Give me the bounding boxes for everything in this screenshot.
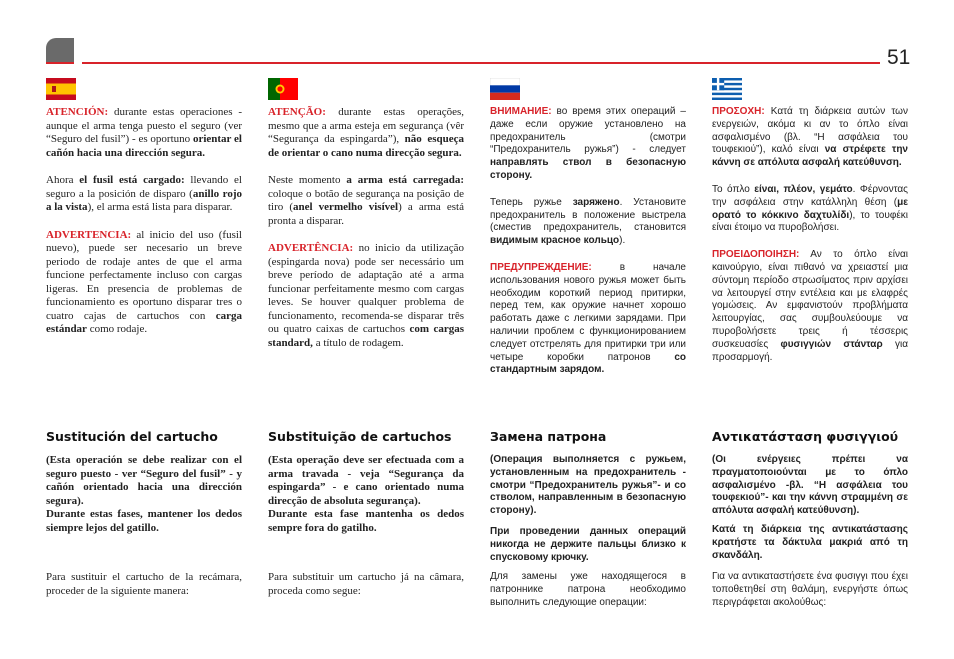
section-heading-greek: Αντικατάσταση φυσιγγιού <box>712 429 899 444</box>
instructions-intro-russian <box>490 571 686 623</box>
atencion-paragraph: ВНИМАНИЕ: во время этих операций – даже если оружие установлено на предохранитель (смотри “Предохранитель ружья”) - следует направлять ствол в безопасную сторону. <box>490 106 686 181</box>
column-portuguese <box>268 78 464 364</box>
column-spanish <box>46 78 242 351</box>
loaded-paragraph: Теперь ружье заряжено. Установите предохранитель в положение выстрела (сместив предохранитель, становится видимым красное кольцо). <box>490 196 687 247</box>
intro-text: Para substituir um cartucho já na câmara, proceda como segue: <box>268 571 464 597</box>
section-heading-spanish: Sustitución del cartucho <box>46 429 218 444</box>
header-rule <box>82 62 880 64</box>
loaded-paragraph: Το όπλο είναι, πλέον, γεμάτο. Φέρνοντας την ασφάλεια στην κατάλληλη θέση (με ορατό το κόκκινο δαχτυλίδι), το τουφέκι είναι έτοιμο να πυροβολήσει. <box>712 183 908 234</box>
section-heading-portuguese: Substituição de cartuchos <box>268 429 452 444</box>
trigger-warning: Durante estas fases, mantener los dedos siempre lejos del gatillo. <box>46 508 242 534</box>
instructions-intro-portuguese <box>268 571 464 612</box>
instructions-intro-spanish <box>46 571 242 612</box>
intro-text: Para sustituir el cartucho de la recámara, proceder de la siguiente manera: <box>46 571 242 597</box>
safety-box-spanish <box>46 454 242 535</box>
instructions-intro-greek <box>712 571 908 623</box>
loaded-paragraph: Neste momento a arma está carregada: coloque o botão de segurança na posição de tiro (anel vermelho visível) a arma está pronta a disparar. <box>268 174 464 227</box>
safety-box-greek <box>712 454 908 562</box>
safety-box-portuguese <box>268 454 464 535</box>
greece-flag-icon <box>712 78 742 100</box>
safety-note: (Οι ενέργειες πρέπει να πραγματοποιούνται με το όπλο ασφαλισμένο -βλ. “Η ασφάλεια του τουφεκιού”- και την κάννη στραμμένη σε απόλυτα ασφαλή κατεύθυνση). <box>712 454 908 517</box>
safety-box-russian <box>490 454 686 564</box>
safety-note: (Esta operação deve ser efectuada com a arma travada - veja “Segurança da espingarda” - e cano orientado numa direcção de absoluta segurança). <box>268 454 464 507</box>
russia-flag-icon <box>490 78 520 100</box>
advertencia-paragraph: ADVERTENCIA: al inicio del uso (fusil nuevo), puede ser necesario un breve periodo de rodaje antes de que el arma funcione perfectamente incluso con cargas ligeras. En presencia de problemas de funcionamiento es oportuno disparar tres o cuatro cajas de cartuchos con carga estándar como rodaje. <box>46 228 242 335</box>
advertencia-paragraph: ПРЕДУПРЕЖДЕНИЕ: в начале использования нового ружья может быть необходим короткий период притирки, перед тем, как оружие начнет хорошо работать даже с легкими зарядами. При наличии проблем с функционированием следует отстрелять для притирки три или четыре коробки патронов со стандартным зарядом. <box>490 261 686 376</box>
trigger-warning: При проведении данных операций никогда не держите пальцы близко к спусковому крючку. <box>490 525 686 563</box>
header-rule-left <box>46 62 74 64</box>
trigger-warning: Κατά τη διάρκεια της αντικατάστασης κρατήστε τα δάκτυλα μακριά από τη σκανδάλη. <box>712 523 908 561</box>
advertencia-paragraph: ΠΡΟΕΙΔΟΠΟΙΗΣΗ: Αν το όπλο είναι καινούργιο, είναι πιθανό να χρειαστεί μια σύντομη περίοδο στρωσίματος πριν αρχίσει να λειτουργεί στην εντέλεια και με ελαφρές γομώσεις. Αν εμφανιστούν προβλήματα λειτουργίας, σας συμβουλεύουμε να πυροβολήσετε τρεις ή τέσσερις συσκευασίες φυσιγγιών στάνταρ για προσαρμογή. <box>712 249 908 363</box>
spain-flag-icon <box>46 78 76 100</box>
atencion-paragraph: ATENCIÓN: durante estas operaciones - aunque el arma tenga puesto el seguro (ver “Seguro del fusil”) - es oportuno orientar el cañón hacia una dirección segura. <box>46 106 242 159</box>
column-greek <box>712 78 908 378</box>
intro-text: Για να αντικαταστήσετε ένα φυσιγγι που έχει τοποθετηθεί στη θαλάμη, ενεργήστε όπως περιγράφεται ακολούθως: <box>712 571 908 608</box>
section-heading-russian: Замена патрона <box>490 429 607 444</box>
atencion-paragraph: ΠΡΟΣΟΧΗ: Κατά τη διάρκεια αυτών των ενεργειών, ακόμα κι αν το όπλο είναι ασφαλισμένο (βλ. “Η ασφάλεια του τουφεκιού”), καλό είναι να στρέφετε την κάννη σε απόλυτα ασφαλή κατεύθυνση. <box>712 106 908 169</box>
advertencia-paragraph: ADVERTÊNCIA: no inicio da utilização (espingarda nova) pode ser necessário um breve período de adaptação até a arma funcionar perfeitamente mesmo com cargas leves. Se houver qualquer problema de funcionamento, recomenda-se disparar três ou quatro caixas de cartuchos com cargas standard, a título de rodagem. <box>268 242 464 349</box>
brand-logo <box>46 38 74 64</box>
atencion-paragraph: ATENÇÃO: durante estas operações, mesmo que a arma esteja em segurança (vêr “Segurança da espingarda”), não esqueça de orientar o cano numa direcção segura. <box>268 106 464 159</box>
safety-note: (Операция выполняется с ружьем, установленным на предохранитель - смотри “Предохранитель ружья”- и со стволом, направленным в безопасную сторону). <box>490 454 686 517</box>
portugal-flag-icon <box>268 78 298 100</box>
loaded-paragraph: Ahora el fusil está cargado: llevando el seguro a la posición de disparo (anillo rojo a la vista), el arma está lista para disparar. <box>46 174 242 213</box>
intro-text: Для замены уже находящегося в патроннике патрона необходимо выполнить следующие операции: <box>490 571 686 608</box>
safety-note: (Esta operación se debe realizar con el seguro puesto - ver “Seguro del fusil” - y cañón orientado hacia una dirección segura). <box>46 454 242 507</box>
column-russian <box>490 78 686 391</box>
trigger-warning: Durante esta fase mantenha os dedos sempre fora do gatilho. <box>268 508 464 534</box>
page-number: 51 <box>887 46 911 69</box>
